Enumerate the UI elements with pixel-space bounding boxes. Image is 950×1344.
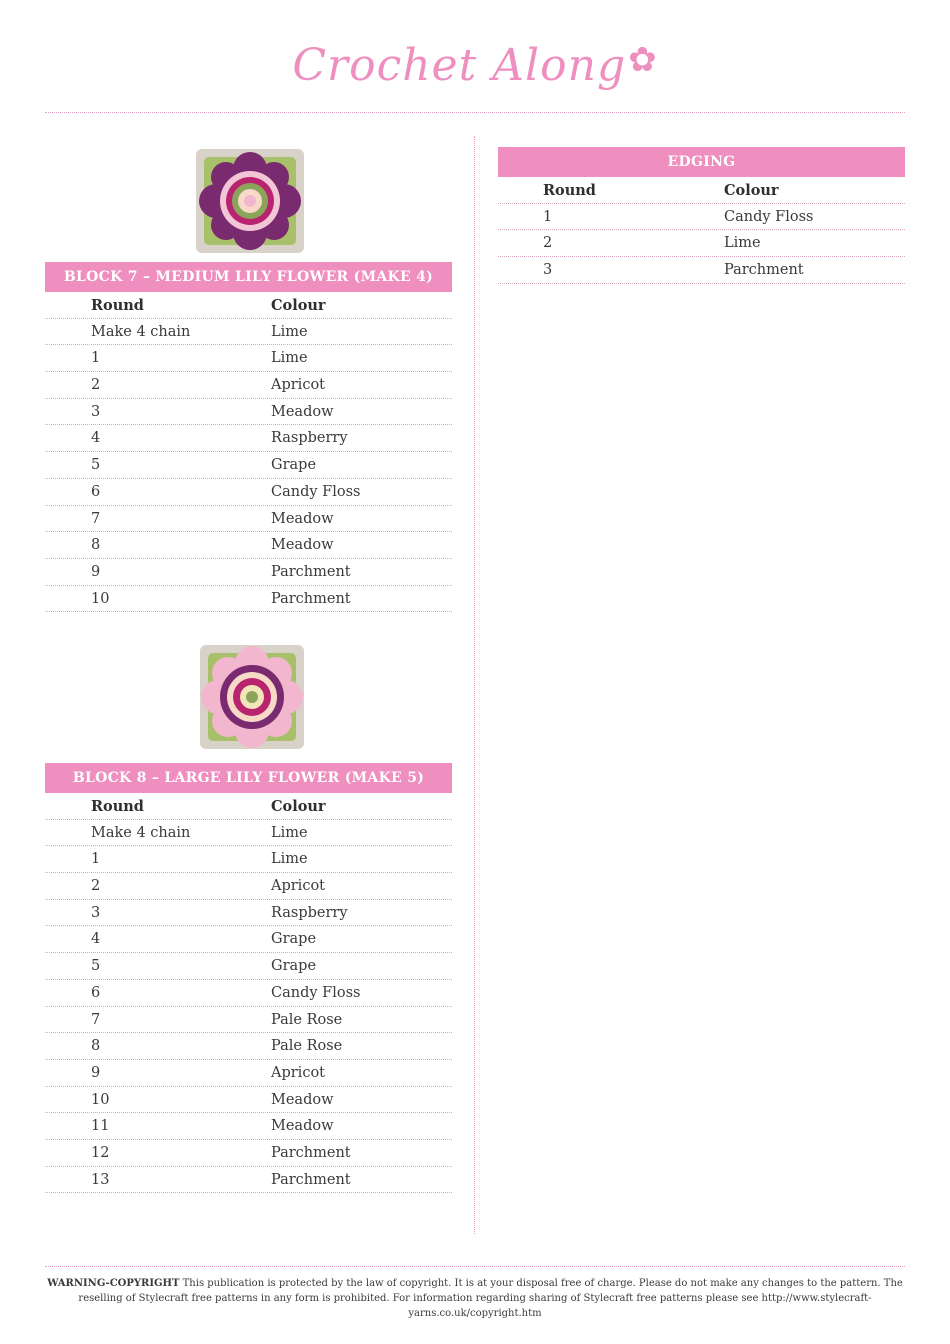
- table-row: [45, 452, 452, 479]
- block7-photo: [194, 147, 306, 255]
- colour-cell: Apricot: [271, 1064, 325, 1081]
- colour-cell: Grape: [271, 958, 317, 975]
- colour-cell: Candy Floss: [271, 483, 361, 500]
- colour-cell: Pale Rose: [271, 1038, 343, 1055]
- colour-cell: Raspberry: [271, 430, 348, 447]
- table-row: [45, 345, 452, 372]
- edging-table: [498, 147, 905, 284]
- table-row: [498, 204, 905, 231]
- colour-cell: Grape: [271, 931, 317, 948]
- block8-table: [45, 763, 452, 1193]
- round-cell: 3: [91, 403, 101, 420]
- copyright-label: WARNING-COPYRIGHT: [47, 1278, 180, 1289]
- table-row: [45, 532, 452, 559]
- round-cell: 13: [91, 1171, 110, 1188]
- colour-cell: Parchment: [271, 1144, 351, 1161]
- colour-cell: Lime: [271, 350, 308, 367]
- edging-col-colour: Colour: [724, 182, 779, 199]
- round-cell: 3: [91, 904, 101, 921]
- round-cell: 4: [91, 931, 101, 948]
- colour-cell: Lime: [271, 323, 308, 340]
- colour-cell: Parchment: [724, 262, 804, 279]
- round-cell: 9: [91, 1064, 101, 1081]
- table-row: [45, 1140, 452, 1167]
- round-cell: 5: [91, 958, 101, 975]
- round-cell: 6: [91, 483, 101, 500]
- table-row: [45, 1060, 452, 1087]
- colour-cell: Meadow: [271, 403, 334, 420]
- round-cell: 1: [91, 851, 101, 868]
- top-divider: [45, 112, 905, 113]
- round-cell: 4: [91, 430, 101, 447]
- colour-cell: Candy Floss: [724, 208, 814, 225]
- colour-cell: Candy Floss: [271, 984, 361, 1001]
- block8-title: BLOCK 8 – LARGE LILY FLOWER (MAKE 5): [45, 763, 452, 793]
- copyright-text: This publication is protected by the law of copyright. It is at your disposal free of charge. Please do not make any changes to the pattern. The reselling of Stylecraft free patterns in any form is prohibited. For information regarding sharing of Stylecraft free patterns please see http://www.stylecraft-yarns.co.uk/copyright.htm: [78, 1278, 903, 1319]
- colour-cell: Grape: [271, 457, 317, 474]
- flower-icon: ✿: [628, 40, 658, 80]
- column-divider: [474, 136, 475, 1234]
- round-cell: Make 4 chain: [91, 323, 191, 340]
- round-cell: 1: [543, 208, 553, 225]
- block8-col-colour: Colour: [271, 798, 326, 815]
- round-cell: 1: [91, 350, 101, 367]
- block8-photo: [198, 643, 306, 751]
- block7-col-colour: Colour: [271, 297, 326, 314]
- block7-col-round: Round: [91, 297, 144, 314]
- edging-col-round: Round: [543, 182, 596, 199]
- round-cell: 7: [91, 510, 101, 527]
- colour-cell: Meadow: [271, 510, 334, 527]
- table-row: [45, 1033, 452, 1060]
- table-row: [45, 586, 452, 613]
- bottom-divider: [45, 1266, 905, 1267]
- round-cell: 9: [91, 563, 101, 580]
- colour-cell: Pale Rose: [271, 1011, 343, 1028]
- table-row: [45, 953, 452, 980]
- table-row: [45, 820, 452, 847]
- round-cell: 2: [91, 377, 101, 394]
- logo-text: Crochet Along: [292, 40, 627, 91]
- round-cell: 7: [91, 1011, 101, 1028]
- colour-cell: Raspberry: [271, 904, 348, 921]
- round-cell: 5: [91, 457, 101, 474]
- table-row: [45, 873, 452, 900]
- table-row: [45, 319, 452, 346]
- round-cell: 2: [91, 878, 101, 895]
- colour-cell: Lime: [271, 851, 308, 868]
- table-row: [45, 926, 452, 953]
- table-row: [45, 506, 452, 533]
- round-cell: 12: [91, 1144, 110, 1161]
- block7-title: BLOCK 7 – MEDIUM LILY FLOWER (MAKE 4): [45, 262, 452, 292]
- table-row: [45, 425, 452, 452]
- table-row: [45, 399, 452, 426]
- edging-header-row: [498, 177, 905, 204]
- table-row: [45, 1087, 452, 1114]
- colour-cell: Parchment: [271, 1171, 351, 1188]
- table-row: [498, 230, 905, 257]
- colour-cell: Apricot: [271, 878, 325, 895]
- crochet-along-logo: [0, 40, 950, 91]
- block8-col-round: Round: [91, 798, 144, 815]
- table-row: [45, 846, 452, 873]
- colour-cell: Meadow: [271, 1118, 334, 1135]
- round-cell: 10: [91, 1091, 110, 1108]
- round-cell: Make 4 chain: [91, 824, 191, 841]
- colour-cell: Parchment: [271, 563, 351, 580]
- table-row: [498, 257, 905, 284]
- colour-cell: Meadow: [271, 1091, 334, 1108]
- colour-cell: Apricot: [271, 377, 325, 394]
- round-cell: 6: [91, 984, 101, 1001]
- round-cell: 10: [91, 590, 110, 607]
- round-cell: 3: [543, 262, 553, 279]
- colour-cell: Lime: [271, 824, 308, 841]
- colour-cell: Lime: [724, 235, 761, 252]
- table-row: [45, 1167, 452, 1194]
- block8-header-row: [45, 793, 452, 820]
- table-row: [45, 1113, 452, 1140]
- copyright-footer: [45, 1276, 905, 1321]
- table-row: [45, 559, 452, 586]
- round-cell: 11: [91, 1118, 110, 1135]
- table-row: [45, 980, 452, 1007]
- table-row: [45, 372, 452, 399]
- round-cell: 2: [543, 235, 553, 252]
- table-row: [45, 1007, 452, 1034]
- edging-title: EDGING: [498, 147, 905, 177]
- colour-cell: Meadow: [271, 537, 334, 554]
- block7-table: [45, 262, 452, 612]
- round-cell: 8: [91, 537, 101, 554]
- table-row: [45, 479, 452, 506]
- colour-cell: Parchment: [271, 590, 351, 607]
- block7-header-row: [45, 292, 452, 319]
- table-row: [45, 900, 452, 927]
- round-cell: 8: [91, 1038, 101, 1055]
